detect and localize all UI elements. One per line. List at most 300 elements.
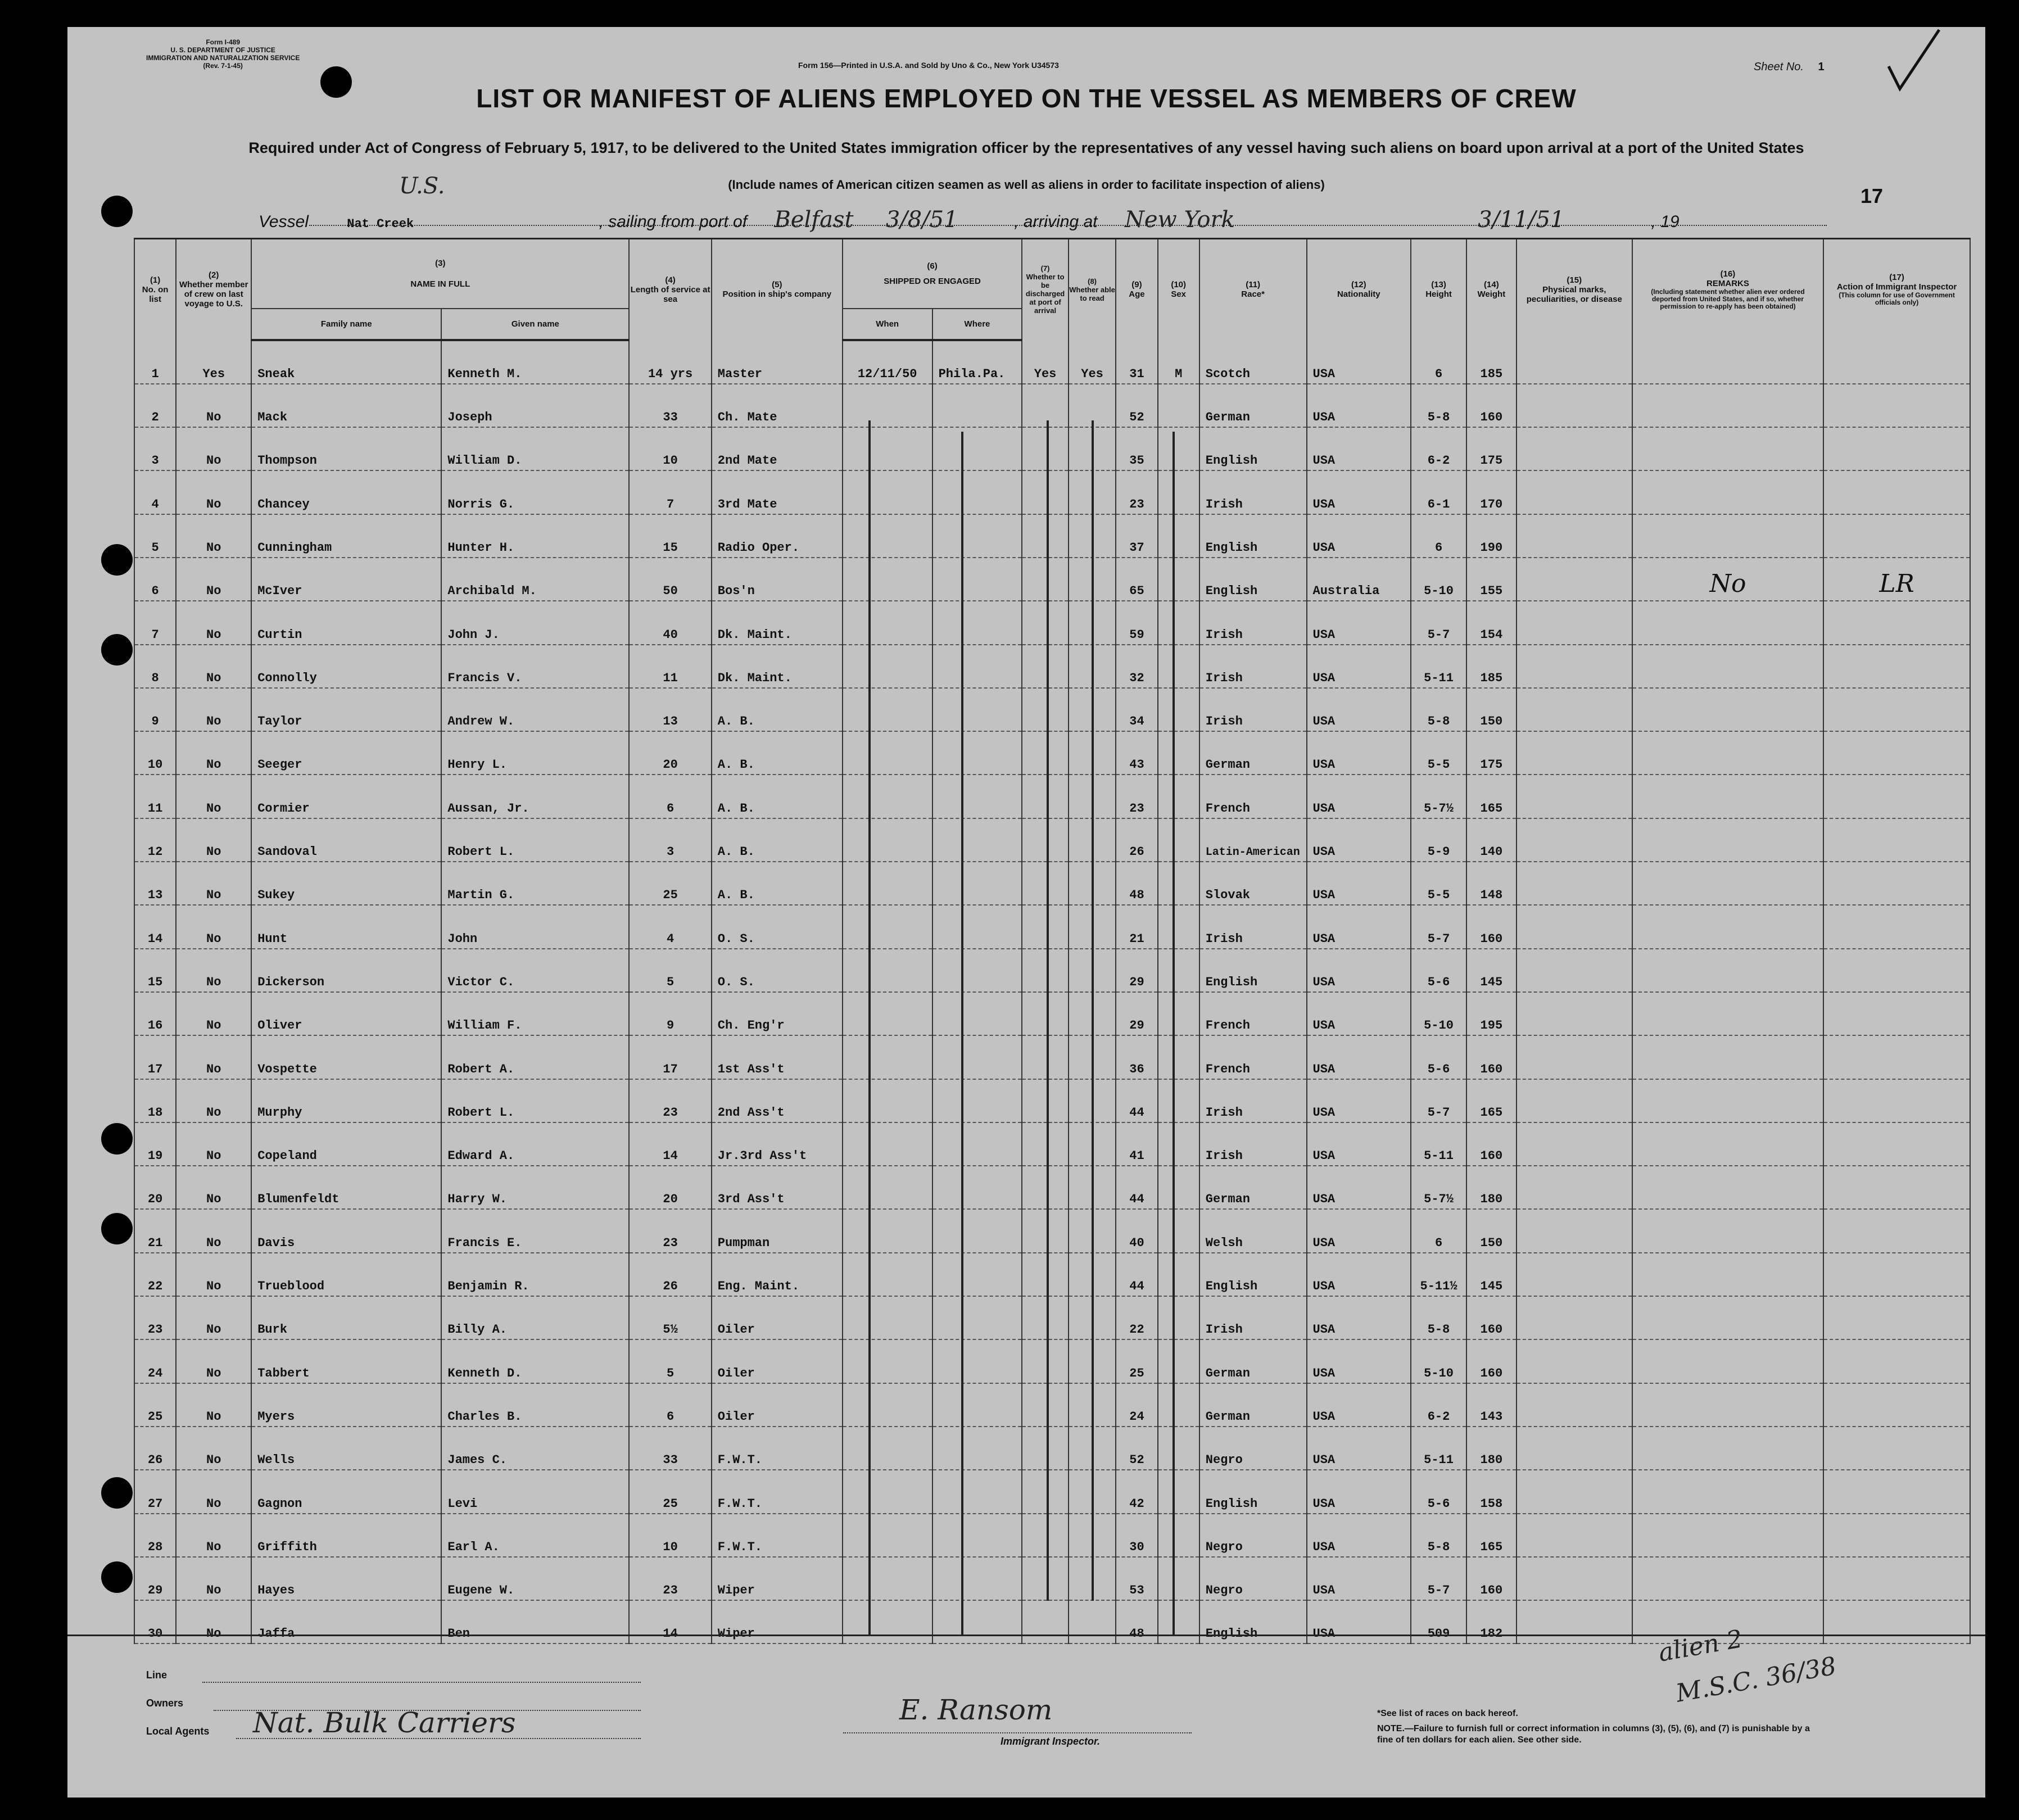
cell-shipped-where [932,818,1022,862]
cell-weight: 180 [1466,1427,1516,1470]
cell-shipped-where [932,992,1022,1035]
cell-family-name: Davis [251,1209,441,1252]
cell-sex [1158,514,1199,558]
cell-service-length: 5½ [629,1296,711,1339]
cell-prev-voyage: No [176,731,251,775]
cell-list-number: 2 [134,384,176,427]
cell-service-length: 5 [629,949,711,992]
cell-shipped-when: 12/11/50 [843,340,932,384]
cell-race: Irish [1199,905,1307,948]
cell-shipped-when [843,1166,932,1209]
cell-sex: M [1158,340,1199,384]
cell-shipped-where [932,470,1022,514]
cell-age: 41 [1116,1122,1157,1166]
cell-shipped-when [843,601,932,644]
cell-prev-voyage: No [176,1383,251,1427]
cell-service-length: 13 [629,688,711,731]
cell-shipped-where [932,601,1022,644]
cell-prev-voyage: No [176,1122,251,1166]
cell-position: Eng. Maint. [712,1253,843,1296]
cell-family-name: Cormier [251,775,441,818]
cell-race: French [1199,1035,1307,1079]
cell-service-length: 6 [629,1383,711,1427]
col-age-header: (9) Age [1116,239,1157,340]
cell-race: Irish [1199,1296,1307,1339]
cell-prev-voyage: No [176,1557,251,1600]
form-header [146,38,300,70]
cell-position: Wiper [712,1600,843,1644]
cell-height: 5-8 [1411,384,1466,427]
cell-list-number: 3 [134,427,176,470]
cell-physical-marks [1516,340,1632,384]
cell-physical-marks [1516,905,1632,948]
cell-prev-voyage: No [176,775,251,818]
cell-list-number: 1 [134,340,176,384]
owners-label: Owners [146,1697,184,1709]
cell-inspector-action [1823,1253,1970,1296]
cell-race: Irish [1199,470,1307,514]
cell-physical-marks [1516,1600,1632,1644]
cell-race: German [1199,731,1307,775]
cell-sex [1158,384,1199,427]
cell-list-number: 7 [134,601,176,644]
cell-inspector-action [1823,775,1970,818]
cell-discharged [1022,1209,1068,1252]
cell-inspector-action: LR [1823,558,1970,601]
cell-age: 52 [1116,1427,1157,1470]
cell-given-name: John J. [441,601,629,644]
revision: (Rev. 7-1-45) [203,62,243,70]
cell-inspector-action [1823,1600,1970,1644]
cell-given-name: Kenneth D. [441,1339,629,1383]
col-no-header: (1) No. on list [134,239,176,340]
cell-age: 34 [1116,688,1157,731]
cell-discharged [1022,384,1068,427]
form-number: Form I-489 [206,38,240,46]
cell-family-name: Thompson [251,427,441,470]
cell-age: 59 [1116,601,1157,644]
cell-discharged [1022,862,1068,905]
cell-inspector-action [1823,1209,1970,1252]
cell-shipped-where [932,1253,1022,1296]
cell-shipped-when [843,558,932,601]
cell-weight: 165 [1466,1079,1516,1122]
cell-remarks [1632,1253,1823,1296]
cell-nationality: USA [1307,601,1411,644]
cell-inspector-action [1823,1427,1970,1470]
cell-nationality: USA [1307,1470,1411,1513]
col-position-header: (5) Position in ship's company [712,239,843,340]
cell-shipped-where [932,1470,1022,1513]
cell-nationality: USA [1307,688,1411,731]
cell-shipped-where [932,1122,1022,1166]
cell-shipped-where [932,1166,1022,1209]
cell-discharged [1022,427,1068,470]
cell-family-name: Sandoval [251,818,441,862]
cell-shipped-where [932,1079,1022,1122]
cell-age: 48 [1116,1600,1157,1644]
cell-shipped-where [932,1600,1022,1644]
line-underline [202,1682,641,1683]
cell-height: 5-7½ [1411,775,1466,818]
cell-race: French [1199,992,1307,1035]
cell-shipped-when [843,775,932,818]
cell-height: 6-2 [1411,427,1466,470]
cell-discharged [1022,992,1068,1035]
cell-family-name: Wells [251,1427,441,1470]
cell-prev-voyage: No [176,427,251,470]
cell-service-length: 23 [629,1209,711,1252]
cell-weight: 160 [1466,1557,1516,1600]
cell-physical-marks [1516,992,1632,1035]
cell-able-to-read [1069,1600,1116,1644]
cell-height: 5-10 [1411,558,1466,601]
cell-sex [1158,1383,1199,1427]
cell-inspector-action [1823,470,1970,514]
cell-service-length: 6 [629,775,711,818]
cell-discharged [1022,1470,1068,1513]
cell-shipped-when [843,384,932,427]
cell-discharged [1022,688,1068,731]
cell-family-name: Mack [251,384,441,427]
cell-family-name: Oliver [251,992,441,1035]
cell-weight: 195 [1466,992,1516,1035]
cell-sex [1158,1470,1199,1513]
cell-shipped-when [843,1296,932,1339]
cell-discharged [1022,470,1068,514]
inspector-label: Immigrant Inspector. [1001,1736,1101,1747]
cell-prev-voyage: No [176,1035,251,1079]
cell-family-name: Copeland [251,1122,441,1166]
cell-weight: 185 [1466,340,1516,384]
cell-nationality: USA [1307,731,1411,775]
cell-remarks [1632,514,1823,558]
cell-weight: 160 [1466,905,1516,948]
cell-prev-voyage: No [176,601,251,644]
vessel-label: Vessel [259,212,309,231]
cell-inspector-action [1823,1079,1970,1122]
cell-height: 5-7½ [1411,1166,1466,1209]
cell-family-name: Taylor [251,688,441,731]
cell-shipped-when [843,427,932,470]
cell-shipped-where [932,949,1022,992]
cell-sex [1158,1253,1199,1296]
cell-position: Dk. Maint. [712,645,843,688]
cell-position: A. B. [712,818,843,862]
cell-position: Pumpman [712,1209,843,1252]
cell-weight: 165 [1466,775,1516,818]
cell-remarks [1632,905,1823,948]
cell-position: A. B. [712,731,843,775]
cell-sex [1158,427,1199,470]
ditto-stroke [1173,432,1175,1635]
cell-shipped-where [932,645,1022,688]
ditto-stroke [868,420,871,1635]
cell-inspector-action [1823,514,1970,558]
cell-given-name: Henry L. [441,731,629,775]
cell-race: Negro [1199,1514,1307,1557]
vessel-prefix: U.S. [399,173,445,199]
cell-given-name: Robert A. [441,1035,629,1079]
cell-physical-marks [1516,1035,1632,1079]
cell-service-length: 10 [629,1514,711,1557]
cell-physical-marks [1516,731,1632,775]
cell-race: English [1199,427,1307,470]
cell-list-number: 13 [134,862,176,905]
cell-list-number: 22 [134,1253,176,1296]
cell-height: 5-10 [1411,992,1466,1035]
cell-race: English [1199,1253,1307,1296]
cell-race: Negro [1199,1427,1307,1470]
cell-service-length: 17 [629,1035,711,1079]
col-where-header: Where [932,309,1022,340]
cell-race: Irish [1199,1122,1307,1166]
cell-prev-voyage: No [176,688,251,731]
cell-position: F.W.T. [712,1470,843,1513]
cell-sex [1158,1514,1199,1557]
table-row [134,949,1970,992]
cell-race: Latin-American [1199,818,1307,862]
cell-inspector-action [1823,601,1970,644]
cell-list-number: 28 [134,1514,176,1557]
cell-shipped-when [843,514,932,558]
cell-sex [1158,1296,1199,1339]
cell-weight: 182 [1466,1600,1516,1644]
cell-height: 6 [1411,1209,1466,1252]
cell-inspector-action [1823,688,1970,731]
cell-shipped-where [932,1035,1022,1079]
cell-remarks [1632,645,1823,688]
cell-weight: 145 [1466,1253,1516,1296]
cell-prev-voyage: No [176,1339,251,1383]
cell-position: 2nd Ass't [712,1079,843,1122]
cell-list-number: 19 [134,1122,176,1166]
cell-discharged [1022,818,1068,862]
cell-discharged [1022,1557,1068,1600]
cell-inspector-action [1823,1296,1970,1339]
department: U. S. DEPARTMENT OF JUSTICE [170,46,275,54]
cell-service-length: 40 [629,601,711,644]
cell-service-length: 50 [629,558,711,601]
cell-remarks [1632,1122,1823,1166]
cell-remarks [1632,384,1823,427]
cell-age: 35 [1116,427,1157,470]
cell-remarks: No [1632,558,1823,601]
table-row [134,1035,1970,1079]
cell-remarks [1632,775,1823,818]
cell-height: 5-7 [1411,601,1466,644]
cell-given-name: Eugene W. [441,1557,629,1600]
punch-hole [101,196,133,227]
cell-prev-voyage: No [176,470,251,514]
cell-list-number: 14 [134,905,176,948]
cell-inspector-action [1823,1470,1970,1513]
cell-list-number: 25 [134,1383,176,1427]
cell-sex [1158,558,1199,601]
col-shipped-header: (6) SHIPPED OR ENGAGED [843,239,1022,309]
cell-height: 5-7 [1411,1557,1466,1600]
cell-sex [1158,1079,1199,1122]
col-race-header: (11) Race* [1199,239,1307,340]
cell-age: 23 [1116,470,1157,514]
cell-weight: 170 [1466,470,1516,514]
cell-physical-marks [1516,1079,1632,1122]
cell-prev-voyage: No [176,862,251,905]
sheet-value: 1 [1818,61,1825,73]
cell-family-name: Griffith [251,1514,441,1557]
cell-list-number: 5 [134,514,176,558]
cell-height: 5-5 [1411,862,1466,905]
cell-prev-voyage: No [176,905,251,948]
cell-age: 26 [1116,818,1157,862]
cell-position: Dk. Maint. [712,601,843,644]
table-row [134,558,1970,601]
cell-physical-marks [1516,1122,1632,1166]
cell-physical-marks [1516,558,1632,601]
cell-prev-voyage: No [176,992,251,1035]
cell-sex [1158,645,1199,688]
vessel-line [259,207,1680,233]
cell-prev-voyage: No [176,645,251,688]
cell-sex [1158,818,1199,862]
cell-remarks [1632,1296,1823,1339]
cell-race: Irish [1199,688,1307,731]
cell-given-name: Victor C. [441,949,629,992]
cell-prev-voyage: No [176,949,251,992]
cell-age: 40 [1116,1209,1157,1252]
cell-weight: 140 [1466,818,1516,862]
cell-inspector-action [1823,1339,1970,1383]
port-to: New York [1124,207,1235,233]
cell-shipped-where [932,514,1022,558]
cell-service-length: 14 [629,1122,711,1166]
cell-given-name: Aussan, Jr. [441,775,629,818]
cell-list-number: 17 [134,1035,176,1079]
cell-nationality: USA [1307,1296,1411,1339]
cell-family-name: Seeger [251,731,441,775]
date-from: 3/8/51 [885,207,958,233]
cell-family-name: Cunningham [251,514,441,558]
cell-height: 5-7 [1411,905,1466,948]
cell-sex [1158,949,1199,992]
cell-discharged [1022,558,1068,601]
cell-age: 37 [1116,514,1157,558]
cell-shipped-when [843,1339,932,1383]
table-row [134,731,1970,775]
table-row [134,1427,1970,1470]
cell-inspector-action [1823,340,1970,384]
cell-shipped-when [843,818,932,862]
table-row [134,514,1970,558]
cell-nationality: USA [1307,470,1411,514]
cell-prev-voyage: No [176,1209,251,1252]
cell-remarks [1632,862,1823,905]
cell-service-length: 9 [629,992,711,1035]
punch-hole [101,1123,133,1155]
cell-race: Scotch [1199,340,1307,384]
table-row [134,601,1970,644]
cell-shipped-when [843,1122,932,1166]
form-title: LIST OR MANIFEST OF ALIENS EMPLOYED ON THE VESSEL AS MEMBERS OF CREW [476,84,1577,113]
cell-age: 48 [1116,862,1157,905]
cell-list-number: 8 [134,645,176,688]
printer-note: Form 156—Printed in U.S.A. and Sold by Uno & Co., New York U34573 [798,61,1059,70]
cell-physical-marks [1516,601,1632,644]
cell-weight: 160 [1466,1296,1516,1339]
cell-age: 36 [1116,1035,1157,1079]
crew-rows [134,340,1970,1644]
cell-prev-voyage: No [176,1470,251,1513]
cell-age: 43 [1116,731,1157,775]
cell-prev-voyage: No [176,1079,251,1122]
cell-discharged [1022,1514,1068,1557]
cell-age: 44 [1116,1253,1157,1296]
cell-service-length: 23 [629,1079,711,1122]
cell-height: 5-6 [1411,1470,1466,1513]
cell-given-name: Ben [441,1600,629,1644]
cell-race: Irish [1199,1079,1307,1122]
cell-race: English [1199,558,1307,601]
cell-weight: 175 [1466,427,1516,470]
cell-sex [1158,1339,1199,1383]
cell-service-length: 20 [629,731,711,775]
cell-discharged [1022,1035,1068,1079]
cell-age: 29 [1116,949,1157,992]
cell-shipped-where [932,1514,1022,1557]
cell-weight: 180 [1466,1166,1516,1209]
cell-nationality: USA [1307,1122,1411,1166]
cell-weight: 175 [1466,731,1516,775]
cell-race: German [1199,1339,1307,1383]
cell-inspector-action [1823,818,1970,862]
table-row [134,688,1970,731]
cell-given-name: William F. [441,992,629,1035]
cell-sex [1158,1122,1199,1166]
cell-remarks [1632,1470,1823,1513]
cell-shipped-where [932,1557,1022,1600]
table-row [134,1339,1970,1383]
cell-list-number: 16 [134,992,176,1035]
table-row [134,1383,1970,1427]
line-label: Line [146,1669,168,1681]
cell-physical-marks [1516,427,1632,470]
cell-age: 32 [1116,645,1157,688]
manifest-sheet [67,27,1985,1798]
cell-inspector-action [1823,1035,1970,1079]
cell-weight: 160 [1466,384,1516,427]
cell-remarks [1632,1166,1823,1209]
cell-height: 509 [1411,1600,1466,1644]
cell-given-name: Martin G. [441,862,629,905]
inspector-signature: E. Ransom [899,1694,1053,1726]
cell-race: German [1199,1166,1307,1209]
table-row [134,645,1970,688]
cell-prev-voyage: No [176,1253,251,1296]
cell-remarks [1632,1383,1823,1427]
cell-physical-marks [1516,1514,1632,1557]
cell-nationality: USA [1307,862,1411,905]
cell-age: 53 [1116,1557,1157,1600]
cell-given-name: John [441,905,629,948]
handwritten-note-msc: M.S.C. 36/38 [1673,1651,1839,1708]
col-nationality-header: (12) Nationality [1307,239,1411,340]
cell-prev-voyage: No [176,1514,251,1557]
cell-sex [1158,862,1199,905]
cell-position: 3rd Ass't [712,1166,843,1209]
cell-prev-voyage: No [176,384,251,427]
cell-physical-marks [1516,862,1632,905]
cell-nationality: USA [1307,645,1411,688]
